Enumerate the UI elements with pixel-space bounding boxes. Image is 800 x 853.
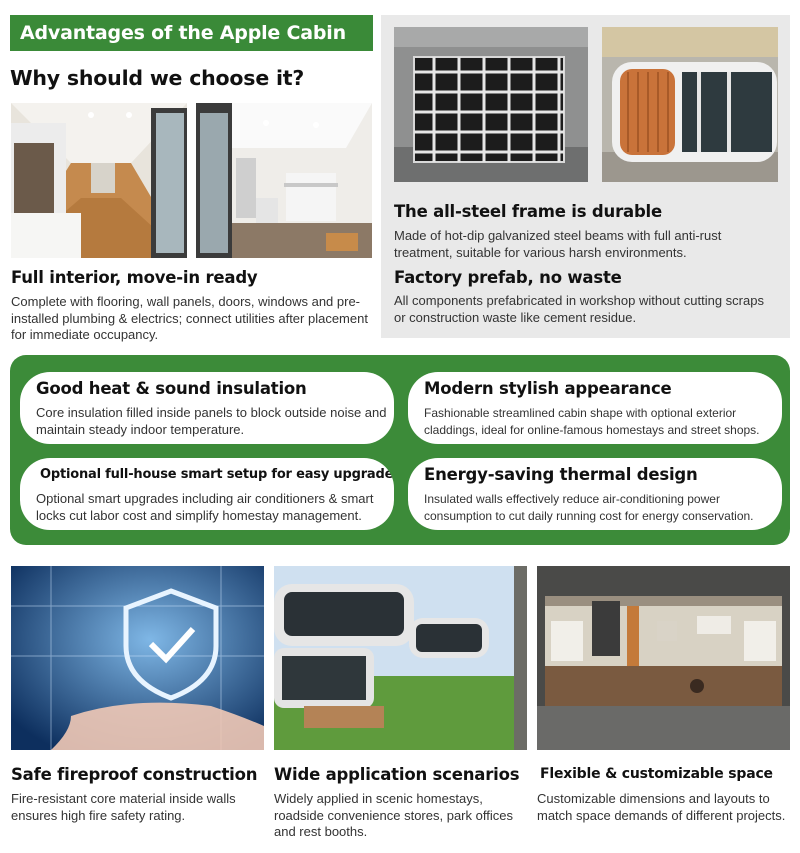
page-subtitle: Why should we choose it?	[10, 66, 305, 90]
feature-title: Energy-saving thermal design	[424, 465, 698, 484]
feature-card-smart	[20, 458, 394, 530]
feature-text: Fashionable streamlined cabin shape with optional exterior claddings, ideal for online-famous homestays and street shops.	[424, 406, 760, 437]
feature-text: Insulated walls effectively reduce air-conditioning power consumption to cut daily running cost for energy conservation.	[424, 492, 754, 523]
prefab-title: Factory prefab, no waste	[394, 268, 622, 287]
customizable-text: Customizable dimensions and layouts to match space demands of different projects.	[537, 791, 786, 823]
feature-title: Good heat & sound insulation	[36, 379, 307, 398]
fireproof-title: Safe fireproof construction	[11, 765, 258, 784]
feature-card-energy	[408, 458, 782, 530]
steel-frame-photo	[394, 27, 588, 182]
frame-title: The all-steel frame is durable	[394, 202, 663, 221]
prefab-text: All components prefabricated in workshop without cutting scraps or construction waste like cement residue.	[394, 293, 764, 325]
fireproof-text: Fire-resistant core material inside walls ensures high fire safety rating.	[11, 791, 236, 823]
feature-card-insulation	[20, 372, 394, 444]
scenarios-text: Widely applied in scenic homestays, roadside convenience stores, park offices and rest booths.	[274, 791, 513, 839]
interior-bath-photo	[196, 103, 372, 258]
interior-text: Complete with flooring, wall panels, doors, windows and pre-installed plumbing & electrics; connect utilities after placement for immediate occupancy.	[11, 294, 368, 342]
frame-text: Made of hot-dip galvanized steel beams with full anti-rust treatment, suitable for various harsh environments.	[394, 228, 722, 260]
feature-title: Optional full-house smart setup for easy upgrade	[40, 467, 394, 482]
fireproof-shield-photo	[11, 566, 264, 750]
interior-kitchen-photo	[11, 103, 187, 258]
floor-plan-photo	[537, 566, 790, 750]
feature-text: Optional smart upgrades including air conditioners & smart locks cut labor cost and simplify homestay management.	[36, 491, 374, 523]
feature-card-appearance	[408, 372, 782, 444]
header-badge: Advantages of the Apple Cabin	[10, 15, 373, 51]
scenarios-title: Wide application scenarios	[274, 765, 520, 784]
cabin-village-photo	[274, 566, 527, 750]
cabin-factory-photo	[602, 27, 778, 182]
feature-title: Modern stylish appearance	[424, 379, 672, 398]
interior-title: Full interior, move-in ready	[11, 268, 258, 287]
feature-text: Core insulation filled inside panels to block outside noise and maintain steady indoor temperature.	[36, 405, 387, 437]
customizable-title: Flexible & customizable space	[540, 766, 773, 782]
